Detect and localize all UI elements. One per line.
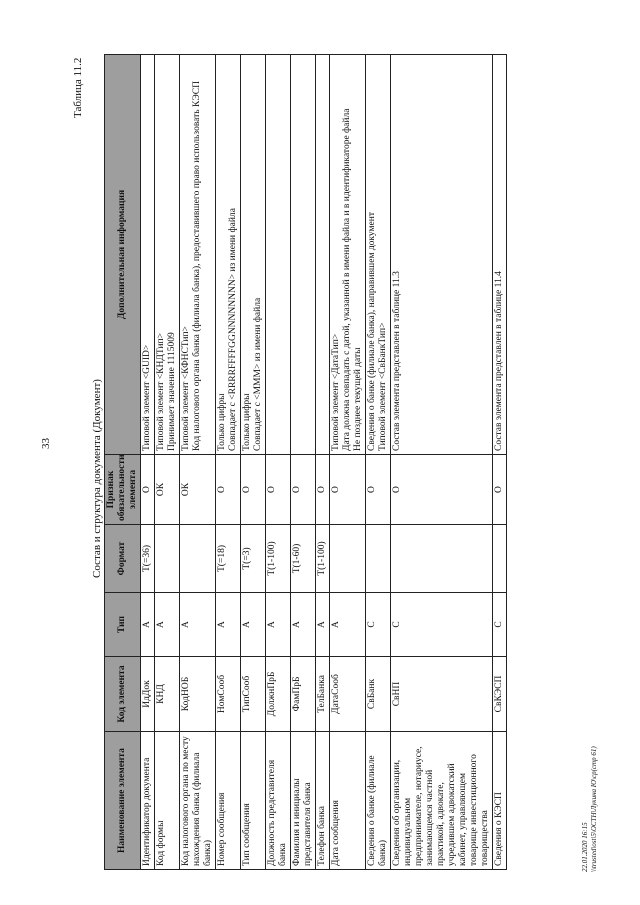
footer-date: 22.01.2020 16:15 — [581, 822, 589, 872]
element-type-cell: А — [216, 593, 241, 657]
element-type-cell: А — [241, 593, 266, 657]
element-name-cell: Фамилия и инициалы представителя банка — [291, 732, 316, 870]
table-row — [216, 55, 241, 870]
table-row — [180, 55, 216, 870]
element-info-cell — [493, 55, 507, 455]
element-name-cell: Должность представителя банка — [266, 732, 291, 870]
element-name-cell: Телефон банка — [316, 732, 330, 870]
table-row — [155, 55, 180, 870]
table-row — [366, 55, 391, 870]
element-code-cell: СвНП — [391, 657, 493, 732]
element-type-cell: С — [493, 593, 507, 657]
info-line: Сведения о банке (филиале банка), направившем документ — [367, 212, 377, 451]
info-line: Дата должна совпадать с датой, указанной в имени файла и в идентификаторе файла — [342, 108, 352, 451]
element-info-cell — [391, 55, 493, 455]
element-format-cell: T(=3) — [241, 525, 266, 593]
element-type-cell: А — [291, 593, 316, 657]
table-row — [266, 55, 291, 870]
table-row — [493, 55, 507, 870]
footer-path: \\trusted\ost\5\ОСТН\Лукина Ю\ср(стр 61) — [590, 746, 598, 872]
element-format-cell — [180, 525, 216, 593]
element-name-cell: Идентификатор документа — [141, 732, 155, 870]
element-name-cell: Номер сообщения — [216, 732, 241, 870]
element-name-cell: Тип сообщения — [241, 732, 266, 870]
table-row — [316, 55, 330, 870]
element-info-cell — [155, 55, 180, 455]
element-code-cell: СвБанк — [366, 657, 391, 732]
element-required-cell: О — [241, 455, 266, 525]
footer-stamp — [581, 746, 599, 872]
element-required-cell: ОК — [155, 455, 180, 525]
column-header: Код элемента — [105, 657, 141, 732]
info-line: Принимает значение 1115009 — [167, 332, 177, 451]
element-required-cell: О — [266, 455, 291, 525]
element-name-cell: Сведения о КЭСП — [493, 732, 507, 870]
column-header: Формат — [105, 525, 141, 593]
element-format-cell — [391, 525, 493, 593]
element-type-cell: А — [141, 593, 155, 657]
info-line: Состав элемента представлен в таблице 11.3 — [392, 271, 402, 451]
info-line: Только цифры — [242, 393, 252, 451]
element-required-cell: О — [216, 455, 241, 525]
element-format-cell — [493, 525, 507, 593]
element-info-cell — [366, 55, 391, 455]
element-required-cell: О — [493, 455, 507, 525]
table-row — [330, 55, 366, 870]
table-header-row — [105, 55, 141, 870]
info-line: Код налогового органа банка (филиала банка), предоставившего право использовать КЭСП — [192, 81, 202, 451]
element-format-cell — [366, 525, 391, 593]
element-code-cell: ДатаСооб — [330, 657, 366, 732]
element-info-cell — [141, 55, 155, 455]
element-info-cell — [316, 55, 330, 455]
element-required-cell: О — [316, 455, 330, 525]
element-required-cell: О — [391, 455, 493, 525]
element-type-cell: С — [366, 593, 391, 657]
element-name-cell: Сведения об организации, индивидуальном предпринимателе, нотариусе, занимающемся частной практикой, адвокате, учредившем адвокатский кабинет, управляющем товарище инвестиционного товарищества — [391, 732, 493, 870]
element-format-cell: T(=18) — [216, 525, 241, 593]
element-info-cell — [291, 55, 316, 455]
info-line: Не позднее текущей даты — [353, 347, 363, 451]
element-code-cell: КодНОБ — [180, 657, 216, 732]
element-format-cell: T(1-100) — [316, 525, 330, 593]
element-required-cell: О — [330, 455, 366, 525]
element-type-cell: А — [155, 593, 180, 657]
info-line: Типовой элемент <GUID> — [142, 344, 152, 451]
info-line: Типовой элемент <СвБанкТип> — [378, 322, 388, 451]
table-row — [241, 55, 266, 870]
element-required-cell: О — [291, 455, 316, 525]
element-required-cell: О — [141, 455, 155, 525]
element-format-cell — [330, 525, 366, 593]
table-row — [141, 55, 155, 870]
element-format-cell — [155, 525, 180, 593]
info-line: Типовой элемент <ДатаТип> — [331, 333, 341, 451]
column-header: Наименование элемента — [105, 732, 141, 870]
info-line: Совпадает с <MMM> из имени файла — [253, 297, 263, 451]
element-code-cell: СвКЭСП — [493, 657, 507, 732]
element-code-cell: НомСооб — [216, 657, 241, 732]
element-format-cell: T(=36) — [141, 525, 155, 593]
element-type-cell: А — [316, 593, 330, 657]
info-line: Типовой элемент <КФНСТип> — [181, 326, 191, 451]
element-info-cell — [216, 55, 241, 455]
element-name-cell: Дата сообщения — [330, 732, 366, 870]
element-info-cell — [241, 55, 266, 455]
element-code-cell: КНД — [155, 657, 180, 732]
element-info-cell — [330, 55, 366, 455]
element-code-cell: ИдДок — [141, 657, 155, 732]
element-name-cell: Код формы — [155, 732, 180, 870]
element-format-cell: T(1-100) — [266, 525, 291, 593]
table-label: Таблица 11.2 — [72, 57, 84, 118]
info-line: Только цифры — [217, 393, 227, 451]
column-header: Признак обязательности элемента — [105, 455, 141, 525]
table-caption: Состав и структура документа (Документ) — [91, 379, 103, 578]
page-number: 33 — [40, 438, 52, 449]
info-line: Типовой элемент <КНДТип> — [156, 333, 166, 451]
element-format-cell: T(1-60) — [291, 525, 316, 593]
element-code-cell: ТелБанка — [316, 657, 330, 732]
element-type-cell: А — [266, 593, 291, 657]
element-name-cell: Сведения о банке (филиале банка) — [366, 732, 391, 870]
element-name-cell: Код налогового органа по месту нахождения банка (филиала банка) — [180, 732, 216, 870]
info-line: Состав элемента представлен в таблице 11.4 — [494, 271, 504, 451]
info-line: Совпадает с <RRRRFFFFGGNNNNNNNN> из имени файла — [228, 208, 238, 451]
element-code-cell: ДолжнПрБ — [266, 657, 291, 732]
element-type-cell: С — [391, 593, 493, 657]
element-required-cell: О — [366, 455, 391, 525]
element-code-cell: ТипСооб — [241, 657, 266, 732]
document-table — [104, 55, 577, 870]
element-info-cell — [180, 55, 216, 455]
column-header: Тип — [105, 593, 141, 657]
element-type-cell: А — [330, 593, 366, 657]
element-required-cell: ОК — [180, 455, 216, 525]
column-header: Дополнительная информация — [105, 55, 141, 455]
table-row — [391, 55, 493, 870]
element-code-cell: ФамПрБ — [291, 657, 316, 732]
element-info-cell — [266, 55, 291, 455]
element-type-cell: А — [180, 593, 216, 657]
table-row — [291, 55, 316, 870]
